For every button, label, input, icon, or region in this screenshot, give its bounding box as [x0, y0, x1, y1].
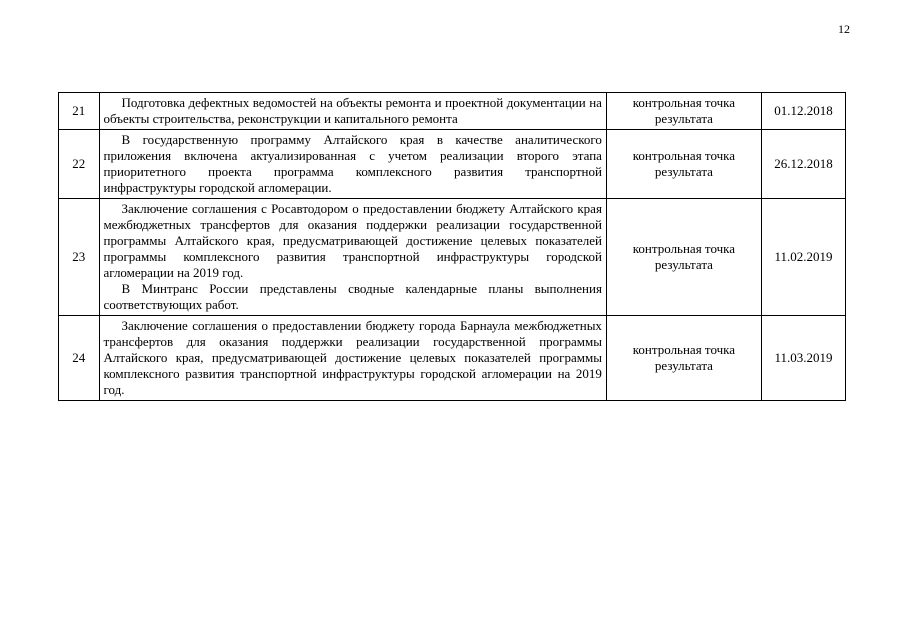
table-row [59, 316, 846, 401]
row-description [99, 130, 606, 199]
row-type: контрольная точка результата [606, 130, 761, 199]
row-date: 26.12.2018 [761, 130, 845, 199]
description-paragraph: Заключение соглашения с Росавтодором о предоставлении бюджету Алтайского края межбюджетных трансфертов для оказания поддержки реализации государственной программы Алтайского края, предусматривающей достижение целевых показателей программы комплексного развития транспортной инфраструктуры городской агломерации на 2019 год. [103, 201, 602, 280]
row-number: 21 [59, 93, 100, 130]
description-paragraph: Заключение соглашения о предоставлении бюджету города Барнаула межбюджетных трансфертов для оказания поддержки реализации государственной программы Алтайского края, предусматривающей достижение целевых показателей программы комплексного развития транспортной инфраструктуры городской агломерации на 2019 год. [103, 318, 602, 397]
row-number: 22 [59, 130, 100, 199]
table-row [59, 93, 846, 130]
table-row [59, 199, 846, 316]
row-date: 01.12.2018 [761, 93, 845, 130]
row-type: контрольная точка результата [606, 93, 761, 130]
description-paragraph: В Минтранс России представлены сводные календарные планы выполнения соответствующих работ. [103, 281, 602, 312]
row-description [99, 93, 606, 130]
description-paragraph: В государственную программу Алтайского края в качестве аналитического приложения включена актуализированная с учетом реализации второго этапа приоритетного проекта программа комплексного развития транспортной инфраструктуры городской агломерации. [103, 132, 602, 195]
page-number: 12 [838, 22, 850, 36]
row-date: 11.03.2019 [761, 316, 845, 401]
row-date: 11.02.2019 [761, 199, 845, 316]
description-paragraph: Подготовка дефектных ведомостей на объекты ремонта и проектной документации на объекты строительства, реконструкции и капитального ремонта [103, 95, 602, 126]
row-number: 23 [59, 199, 100, 316]
row-description [99, 199, 606, 316]
table-row [59, 130, 846, 199]
row-type: контрольная точка результата [606, 199, 761, 316]
control-points-table [58, 92, 846, 401]
row-number: 24 [59, 316, 100, 401]
row-description [99, 316, 606, 401]
row-type: контрольная точка результата [606, 316, 761, 401]
